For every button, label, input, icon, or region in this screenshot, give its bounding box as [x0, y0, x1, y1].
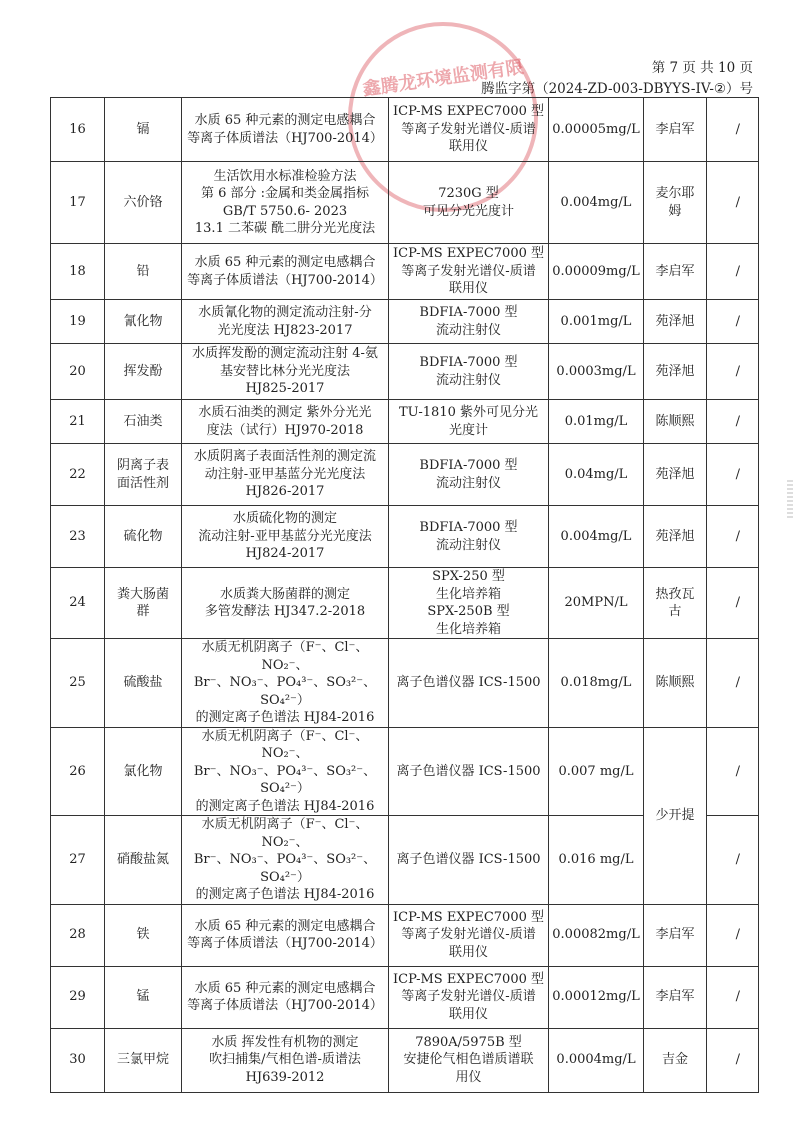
instrument-line: 联用仪 — [448, 944, 488, 960]
instrument-line: BDFIA-7000 型 — [419, 305, 518, 320]
instrument-line: SPX-250 型 — [432, 569, 505, 584]
remark: / — [707, 162, 759, 244]
instrument — [389, 444, 549, 506]
table-row — [51, 98, 759, 162]
instrument — [389, 639, 549, 728]
remark: / — [707, 98, 759, 162]
table-body — [51, 98, 759, 1093]
instrument — [389, 506, 549, 568]
test-method-line: 吹扫捕集/气相色谱-质谱法 — [209, 1052, 361, 1068]
analyst — [644, 568, 707, 639]
test-item-line: 锰 — [136, 989, 150, 1005]
detection-limit: 0.018mg/L — [549, 639, 644, 728]
test-method-line: 光光度法 HJ823-2017 — [217, 322, 353, 338]
test-method-line: 的测定离子色谱法 HJ84-2016 — [195, 798, 375, 814]
row-number: 17 — [51, 162, 105, 244]
instrument-line: 7230G 型 — [438, 186, 499, 201]
test-method-line: 13.1 二苯碳 酰二肼分光光度法 — [194, 221, 376, 236]
instrument-line: BDFIA-7000 型 — [419, 458, 518, 473]
test-method-line: 水质无机阴离子（F⁻、Cl⁻、NO₂⁻、 — [201, 817, 369, 850]
test-item-line: 氰化物 — [123, 313, 163, 329]
analyst-line: 姆 — [668, 203, 682, 219]
test-method — [182, 444, 389, 506]
analyst — [644, 727, 707, 904]
test-method-line: 的测定离子色谱法 HJ84-2016 — [195, 710, 375, 725]
analyst — [644, 506, 707, 568]
instrument-line: 等离子发射光谱仪-质谱 — [401, 989, 536, 1005]
test-item-line: 粪大肠菌 — [116, 586, 169, 602]
analyst-line: 苑泽旭 — [655, 528, 695, 544]
test-method-line: 流动注射-亚甲基蓝分光光度法 — [198, 528, 372, 544]
instrument-line: 用仪 — [455, 1069, 482, 1085]
test-method — [182, 966, 389, 1028]
instrument-line: BDFIA-7000 型 — [419, 520, 518, 535]
detection-limit: 0.004mg/L — [549, 162, 644, 244]
analyst-line: 李启军 — [655, 121, 695, 137]
detection-limit: 0.00012mg/L — [549, 966, 644, 1028]
test-item — [105, 966, 182, 1028]
analyst — [644, 639, 707, 728]
page-header — [481, 58, 753, 100]
page-number: 第 7 页 共 10 页 — [651, 60, 753, 76]
test-method — [182, 904, 389, 966]
analyst-line: 苑泽旭 — [655, 363, 695, 379]
seal-stamp-text: 鑫腾龙环境监测有限 — [361, 56, 525, 101]
instrument-line: 联用仪 — [448, 1006, 488, 1022]
test-method — [182, 300, 389, 344]
test-item-line: 六价铬 — [123, 194, 163, 210]
test-method-line: HJ639-2012 — [245, 1069, 325, 1085]
detection-limit: 20MPN/L — [549, 568, 644, 639]
analyst — [644, 98, 707, 162]
test-item — [105, 444, 182, 506]
analyst — [644, 1028, 707, 1092]
table-row — [51, 506, 759, 568]
test-method-line: 水质硫化物的测定 — [232, 511, 337, 527]
instrument-line: ICP-MS EXPEC7000 型 — [392, 909, 544, 925]
table-row — [51, 966, 759, 1028]
row-number: 19 — [51, 300, 105, 344]
test-item-line: 镉 — [136, 121, 150, 137]
instrument-line: 等离子发射光谱仪-质谱 — [401, 927, 536, 943]
test-item-line: 三氯甲烷 — [116, 1052, 169, 1068]
analyst-line: 陈顺熙 — [655, 413, 695, 429]
remark: / — [707, 300, 759, 344]
test-method-line: 度法（试行）HJ970-2018 — [206, 422, 364, 438]
analyst-line: 李启军 — [655, 263, 695, 279]
instrument-line: 可见分光光度计 — [422, 203, 514, 219]
test-method-line: 水质 挥发性有机物的测定 — [211, 1034, 359, 1050]
remark: / — [707, 639, 759, 728]
row-number: 23 — [51, 506, 105, 568]
remark: / — [707, 727, 759, 816]
table-row — [51, 727, 759, 816]
detection-limit: 0.00082mg/L — [549, 904, 644, 966]
detection-limit: 0.016 mg/L — [549, 816, 644, 905]
table-row — [51, 162, 759, 244]
instrument-line: 光度计 — [448, 422, 488, 438]
test-method-line: 水质 65 种元素的测定电感耦合 — [194, 980, 376, 996]
remark: / — [707, 966, 759, 1028]
instrument — [389, 1028, 549, 1092]
test-method-line: 等离子体质谱法（HJ700-2014） — [187, 998, 383, 1013]
table-row — [51, 639, 759, 728]
test-item — [105, 1028, 182, 1092]
table-row — [51, 300, 759, 344]
test-item-line: 群 — [136, 604, 150, 619]
instrument — [389, 727, 549, 816]
test-method-line: 水质 65 种元素的测定电感耦合 — [194, 113, 376, 128]
remark: / — [707, 444, 759, 506]
analyst-line: 李启军 — [655, 989, 695, 1005]
test-method-line: 等离子体质谱法（HJ700-2014） — [187, 130, 383, 146]
test-method-line: 水质挥发酚的测定流动注射 4-氨 — [192, 346, 378, 362]
instrument — [389, 344, 549, 400]
row-number: 21 — [51, 400, 105, 444]
instrument-line: 生化培养箱 — [435, 586, 501, 602]
analyst — [644, 300, 707, 344]
test-item-line: 铅 — [136, 263, 150, 279]
instrument-line: 离子色谱仪器 ICS-1500 — [396, 675, 541, 690]
instrument-line: ICP-MS EXPEC7000 型 — [392, 971, 544, 987]
table-row — [51, 568, 759, 639]
row-number: 29 — [51, 966, 105, 1028]
test-method-line: Br⁻、NO₃⁻、PO₄³⁻、SO₃²⁻、SO₄²⁻） — [193, 763, 377, 796]
detection-limit: 0.0004mg/L — [549, 1028, 644, 1092]
test-item-line: 挥发酚 — [123, 363, 163, 379]
row-number: 22 — [51, 444, 105, 506]
test-method — [182, 1028, 389, 1092]
table-row — [51, 1028, 759, 1092]
instrument-line: 联用仪 — [448, 281, 488, 297]
test-item-line: 面活性剂 — [116, 475, 169, 491]
instrument-line: 流动注射仪 — [435, 322, 501, 338]
instrument — [389, 816, 549, 905]
detection-limit: 0.0003mg/L — [549, 344, 644, 400]
test-method-line: 的测定离子色谱法 HJ84-2016 — [195, 887, 375, 902]
test-item-line: 铁 — [136, 927, 150, 943]
row-number: 27 — [51, 816, 105, 905]
test-method-line: 基安替比林分光光度法 — [219, 363, 350, 379]
test-item-line: 硫酸盐 — [123, 675, 163, 690]
test-item — [105, 300, 182, 344]
instrument-line: 联用仪 — [448, 139, 488, 155]
instrument-line: 离子色谱仪器 ICS-1500 — [396, 763, 541, 779]
instrument-line: 等离子发射光谱仪-质谱 — [401, 263, 536, 279]
test-method — [182, 162, 389, 244]
remark: / — [707, 904, 759, 966]
test-method-line: 等离子体质谱法（HJ700-2014） — [187, 272, 383, 288]
detection-limit: 0.00005mg/L — [549, 98, 644, 162]
instrument-line: 流动注射仪 — [435, 475, 501, 491]
analyst-line: 麦尔耶 — [655, 186, 695, 201]
test-item — [105, 244, 182, 300]
table-row — [51, 444, 759, 506]
analyst — [644, 966, 707, 1028]
test-method-line: 等离子体质谱法（HJ700-2014） — [187, 936, 383, 951]
test-method-line: HJ825-2017 — [245, 381, 325, 397]
test-method-line: 水质氰化物的测定流动注射-分 — [198, 305, 372, 320]
analyst-line: 少开提 — [655, 807, 695, 823]
remark: / — [707, 506, 759, 568]
test-method — [182, 816, 389, 905]
test-method-line: Br⁻、NO₃⁻、PO₄³⁻、SO₃²⁻、SO₄²⁻） — [193, 675, 377, 708]
test-method-line: 水质石油类的测定 紫外分光光 — [198, 405, 372, 420]
test-item — [105, 506, 182, 568]
instrument — [389, 98, 549, 162]
analyst — [644, 162, 707, 244]
instrument — [389, 162, 549, 244]
remark: / — [707, 400, 759, 444]
test-item — [105, 904, 182, 966]
test-method — [182, 568, 389, 639]
test-method-line: HJ824-2017 — [245, 546, 325, 562]
instrument-line: TU-1810 紫外可见分光 — [398, 405, 538, 420]
remark: / — [707, 344, 759, 400]
test-method-line: 第 6 部分 :金属和类金属指标 — [200, 186, 370, 201]
instrument-line: BDFIA-7000 型 — [419, 355, 518, 370]
row-number: 28 — [51, 904, 105, 966]
analyst — [644, 244, 707, 300]
analyst-line: 热孜瓦 — [655, 586, 695, 602]
test-item-line: 硝酸盐氮 — [116, 852, 169, 867]
test-method-line: GB/T 5750.6- 2023 — [222, 203, 348, 219]
instrument-line: ICP-MS EXPEC7000 型 — [392, 246, 544, 262]
instrument-line: 流动注射仪 — [435, 372, 501, 388]
remark: / — [707, 244, 759, 300]
test-method-line: HJ826-2017 — [245, 484, 325, 500]
table-row — [51, 904, 759, 966]
detection-limit: 0.01mg/L — [549, 400, 644, 444]
analyst — [644, 444, 707, 506]
instrument — [389, 400, 549, 444]
row-number: 18 — [51, 244, 105, 300]
detection-limit: 0.04mg/L — [549, 444, 644, 506]
analyst — [644, 400, 707, 444]
test-item — [105, 400, 182, 444]
instrument-line: 7890A/5975B 型 — [415, 1034, 522, 1050]
test-method-line: 水质 65 种元素的测定电感耦合 — [194, 918, 376, 934]
instrument-line: 流动注射仪 — [435, 537, 501, 553]
row-number: 26 — [51, 727, 105, 816]
instrument-line: 等离子发射光谱仪-质谱 — [401, 121, 536, 137]
test-item — [105, 344, 182, 400]
instrument-line: ICP-MS EXPEC7000 型 — [392, 104, 544, 120]
row-number: 30 — [51, 1028, 105, 1092]
analyst-line: 李启军 — [655, 927, 695, 943]
detection-limit: 0.007 mg/L — [549, 727, 644, 816]
instrument-line: 离子色谱仪器 ICS-1500 — [396, 852, 541, 867]
test-method — [182, 244, 389, 300]
instrument — [389, 966, 549, 1028]
analyst-line: 陈顺熙 — [655, 675, 695, 690]
test-method-line: 水质无机阴离子（F⁻、Cl⁻、NO₂⁻、 — [201, 640, 369, 673]
test-item-line: 阴离子表 — [116, 458, 169, 473]
test-method — [182, 727, 389, 816]
test-item — [105, 727, 182, 816]
test-method — [182, 344, 389, 400]
test-method-line: 水质 65 种元素的测定电感耦合 — [194, 255, 376, 270]
remark: / — [707, 816, 759, 905]
table-row — [51, 344, 759, 400]
test-method — [182, 506, 389, 568]
analyst — [644, 904, 707, 966]
table-row — [51, 400, 759, 444]
instrument — [389, 568, 549, 639]
test-item-line: 氯化物 — [123, 763, 163, 779]
test-method — [182, 400, 389, 444]
test-item-line: 硫化物 — [123, 528, 163, 544]
analyst-line: 苑泽旭 — [655, 313, 695, 329]
test-item — [105, 98, 182, 162]
test-method-line: 多管发酵法 HJ347.2-2018 — [204, 604, 366, 619]
row-number: 16 — [51, 98, 105, 162]
row-number: 20 — [51, 344, 105, 400]
test-method — [182, 639, 389, 728]
test-method-line: 动注射-亚甲基蓝分光光度法 — [204, 466, 366, 482]
test-method-line: 生活饮用水标准检验方法 — [213, 168, 357, 184]
remark: / — [707, 568, 759, 639]
test-method-line: 水质无机阴离子（F⁻、Cl⁻、NO₂⁻、 — [201, 728, 369, 761]
analyst-line: 苑泽旭 — [655, 466, 695, 482]
instrument-line: 生化培养箱 — [435, 621, 501, 637]
instrument-line: SPX-250B 型 — [427, 604, 510, 619]
test-method-line: 水质粪大肠菌群的测定 — [219, 586, 350, 602]
test-item — [105, 639, 182, 728]
instrument — [389, 300, 549, 344]
test-item — [105, 162, 182, 244]
detection-limit: 0.001mg/L — [549, 300, 644, 344]
test-method-line: Br⁻、NO₃⁻、PO₄³⁻、SO₃²⁻、SO₄²⁻） — [193, 852, 377, 885]
test-item — [105, 816, 182, 905]
test-method-table — [50, 97, 759, 1093]
table-row — [51, 244, 759, 300]
remark: / — [707, 1028, 759, 1092]
detection-limit: 0.00009mg/L — [549, 244, 644, 300]
instrument — [389, 244, 549, 300]
test-method — [182, 98, 389, 162]
test-method-line: 水质阴离子表面活性剂的测定流 — [193, 449, 376, 465]
analyst-line: 吉金 — [661, 1052, 688, 1068]
instrument — [389, 904, 549, 966]
detection-limit: 0.004mg/L — [549, 506, 644, 568]
instrument-line: 安捷伦气相色谱质谱联 — [403, 1052, 534, 1068]
test-item — [105, 568, 182, 639]
analyst-line: 古 — [668, 604, 682, 619]
report-number: 腾监字第（2024-ZD-003-DBYYS-IV-②）号 — [481, 81, 753, 97]
test-item-line: 石油类 — [123, 413, 163, 429]
analyst — [644, 344, 707, 400]
scan-edge-mark — [787, 480, 793, 520]
row-number: 24 — [51, 568, 105, 639]
row-number: 25 — [51, 639, 105, 728]
